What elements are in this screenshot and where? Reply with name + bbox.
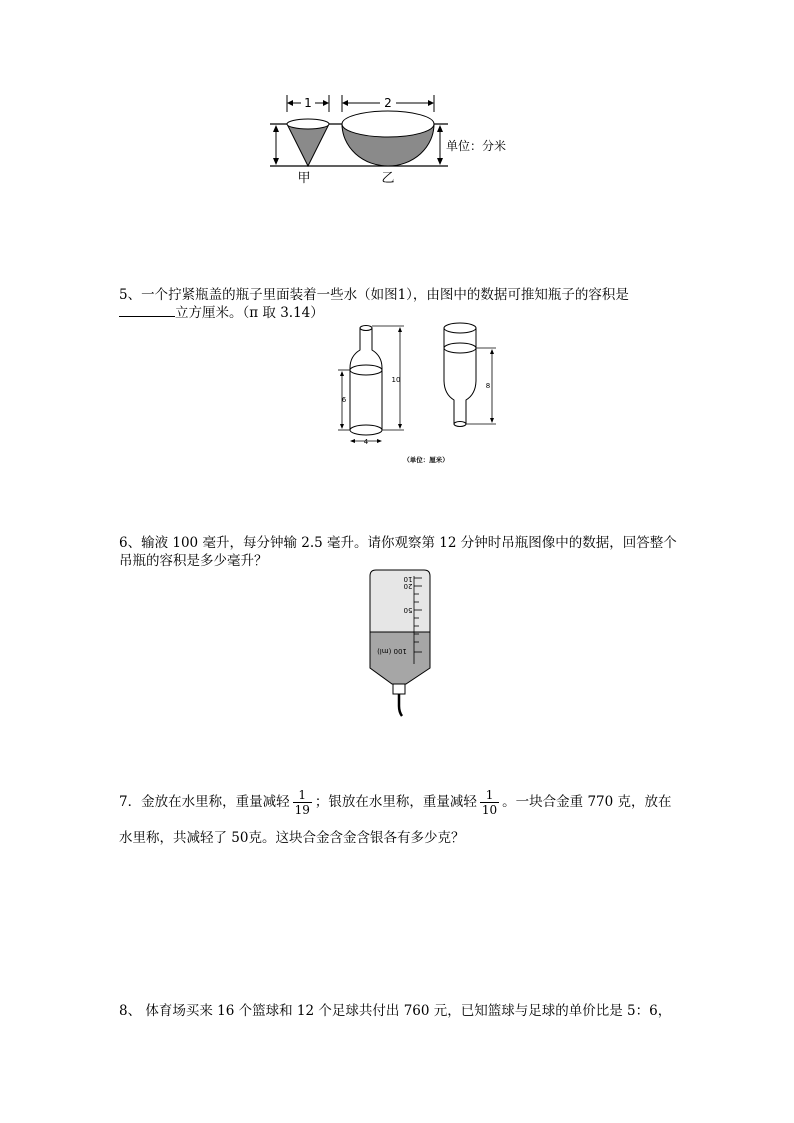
fraction-silver: [480, 788, 499, 817]
iv-bag-figure: [362, 568, 436, 718]
question-7-line-2: 水里称，共减轻了 50克。这块合金含金含银各有多少克？: [119, 830, 465, 846]
question-7-line-1: [119, 786, 672, 818]
bottle-upright: [338, 326, 404, 447]
question-5-line-1: 5、一个拧紧瓶盖的瓶子里面装着一些水（如图1），由图中的数据可推知瓶子的容积是: [119, 287, 629, 303]
fraction-silver-numerator: 1: [485, 787, 494, 802]
hemisphere-diameter-label: 2: [384, 96, 392, 110]
question-7-part-1: 7．金放在水里称，重量减轻: [119, 794, 290, 810]
total-height-label: 10: [391, 376, 401, 384]
unit-label: 单位：分米: [446, 139, 507, 153]
bottle-figure: [330, 320, 510, 468]
question-6-line-2: 吊瓶的容积是多少毫升？: [119, 553, 268, 569]
air-height-label: 8: [485, 382, 491, 390]
scale-label-50: 50: [403, 606, 413, 614]
fraction-gold-numerator: 1: [298, 787, 307, 802]
containers-figure: [262, 90, 532, 186]
question-7-part-2: ；银放在水里称，重量减轻: [314, 794, 477, 810]
scale-label-20: 20: [403, 582, 413, 590]
question-5-line-2: [119, 302, 324, 324]
fraction-silver-denominator: 10: [481, 802, 498, 817]
answer-blank[interactable]: [119, 302, 175, 317]
fraction-gold-denominator: 19: [294, 802, 310, 817]
water-height-label: 6: [341, 396, 347, 404]
fraction-gold: [293, 788, 312, 817]
scale-label-100: 100 (ml): [377, 647, 407, 655]
hemisphere-label: 乙: [381, 171, 395, 186]
cone-diameter-label: 1: [304, 96, 312, 110]
question-8-line-1: 8、 体育场买来 16 个篮球和 12 个足球共付出 760 元，已知篮球与足球的单价比是 5：6，: [119, 1003, 672, 1019]
bottle-unit-label: （单位：厘米）: [403, 456, 449, 464]
question-7-part-3: 。一块合金重 770 克，放在: [502, 794, 672, 810]
bottle-inverted: [444, 323, 496, 427]
diameter-label: 4: [363, 438, 369, 446]
question-5-line-2-text: 立方厘米。（π 取 3.14）: [175, 305, 324, 321]
cone-label: 甲: [297, 171, 311, 186]
scale-label-10: 10: [403, 575, 413, 583]
question-6-line-1: 6、输液 100 毫升，每分钟输 2.5 毫升。请你观察第 12 分钟时吊瓶图像中的数据，回答整个: [119, 535, 677, 551]
